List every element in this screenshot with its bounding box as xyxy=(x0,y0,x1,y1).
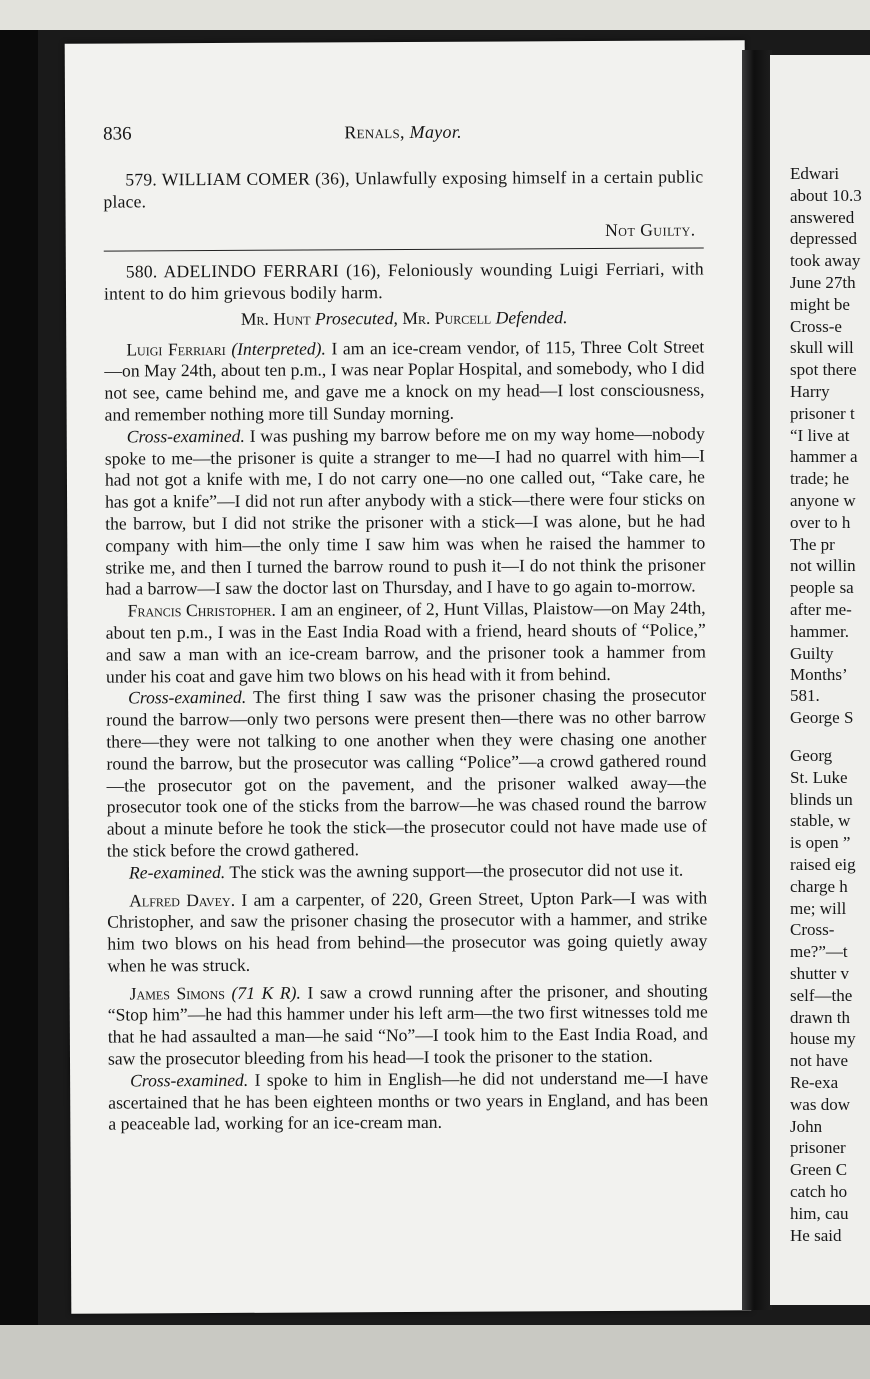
right-page-line: 581. xyxy=(790,686,820,705)
right-page-line: about 10.3 xyxy=(790,185,862,205)
right-page-line: me?”—t xyxy=(790,942,848,962)
right-page-line: Georg xyxy=(790,746,833,765)
prosecution-counsel: Mr. Hunt xyxy=(240,308,311,329)
testimony-paragraph xyxy=(108,1067,708,1136)
testimony-label: Re-examined. xyxy=(128,861,226,883)
right-page-line: not willin xyxy=(790,556,856,576)
testimony-label: Cross-examined. xyxy=(126,425,245,447)
right-page-line: people sa xyxy=(790,578,854,598)
running-head-title: Mayor. xyxy=(409,121,462,142)
case-579-verdict: Not Guilty. xyxy=(605,219,696,241)
right-page-line: hammer a xyxy=(790,447,858,467)
witness-name: Luigi Ferriari xyxy=(126,338,226,360)
testimony-text: The stick was the awning support—the prosecutor did not use it. xyxy=(225,859,684,882)
right-page-line: “I live at xyxy=(790,425,850,445)
right-page-line: raised eig xyxy=(790,854,856,874)
testimony-text: I am an engineer, of 2, Hunt Villas, Plaistow—on May 24th, about ten p.m., I was in the East India Road with a friend, heard shouts of “Police,” and saw a man with an ice-cream barrow, and the prisoner took a hammer from under his coat and gave him two blows on his head with it from behind. xyxy=(105,597,706,687)
right-page-line: over to h xyxy=(790,512,851,532)
case-580-heading: 580. ADELINDO FERRARI (16), Feloniously wounding Luigi Ferriari, with intent to do him grievous bodily harm. xyxy=(103,258,704,304)
page-header xyxy=(103,120,703,145)
testimony-paragraph xyxy=(106,685,707,863)
witness-name: Alfred Davey. xyxy=(129,889,236,910)
right-page-line: St. Luke xyxy=(790,767,848,787)
right-page-line: took away xyxy=(790,251,861,271)
testimony-label: (71 K R). xyxy=(231,982,301,1003)
right-page-line: prisoner xyxy=(790,1138,846,1158)
right-page-block-1 xyxy=(790,163,870,686)
right-page-line: house my xyxy=(790,1029,856,1049)
running-head xyxy=(163,121,643,145)
right-page-line: is open ” xyxy=(790,833,851,853)
defence-role: Defended. xyxy=(495,306,568,328)
right-page-line: June 27th xyxy=(790,272,856,292)
testimony-text: I spoke to him in English—he did not understand me—I have ascertained that he has been eighteen months or two years in England, and has been a peaceable lad, working for an ice-cream man. xyxy=(108,1067,709,1135)
right-page-line: stable, w xyxy=(790,811,851,831)
testimony-text: I saw a crowd running after the prisoner, and shouting “Stop him”—he had this hammer under his left arm—the two first witnesses told me that he had assaulted a man—he said “No”—I took him to the East India Road, and saw the prosecutor bleeding from his head—I took the prisoner to the station. xyxy=(107,980,708,1069)
right-page-line: might be xyxy=(790,294,850,314)
page-gutter xyxy=(742,50,772,1310)
right-page-line: me; will xyxy=(790,898,847,918)
right-page-line: Re-exa xyxy=(790,1072,839,1092)
right-page-line: drawn th xyxy=(790,1007,850,1027)
scan-bottom-margin xyxy=(0,1325,870,1379)
right-page-line: He said xyxy=(790,1225,842,1245)
right-page-line: was dow xyxy=(790,1094,850,1114)
testimony-label: Cross-examined. xyxy=(130,1069,249,1091)
testimony-paragraph xyxy=(108,980,708,1070)
testimony-paragraph xyxy=(106,598,706,688)
right-page-line: hammer. xyxy=(790,621,850,641)
right-page-line: Cross-e xyxy=(790,316,842,336)
book-left-edge xyxy=(0,30,38,1330)
right-page-line: George S xyxy=(790,707,854,727)
right-page-line: trade; he xyxy=(790,469,849,489)
right-page-line: skull will xyxy=(790,338,854,358)
testimony-text: I am an ice-cream vendor, of 115, Three Colt Street—on May 24th, about ten p.m., I was near Poplar Hospital, and somebody, who I did not see, came behind me, and gave me a knock on my head—I lost consciousness, and remember nothing more till Sunday morning. xyxy=(104,336,705,425)
right-page-line: prisoner t xyxy=(790,403,855,423)
right-page-line: Months’ xyxy=(790,665,848,685)
page-content xyxy=(103,120,708,1135)
case-579-heading: 579. WILLIAM COMER (36), Unlawfully exposing himself in a certain public place. xyxy=(103,166,704,212)
testimony-text: The first thing I saw was the prisoner chasing the prosecutor round the barrow—only two persons were present then—there was no other barrow there—they were not talking to one another when they were chasing one another round the barrow, but the prosecutor was calling “Police”—a crowd gathered round—the prosecutor got on the pavement, and the prisoner walked away—the prosecutor took one of the sticks from the barrow—he was chased round the barrow about a minute before he took the stick—the prosecutor could not have made use of the stick before the crowd gathered. xyxy=(106,684,707,861)
right-page-line: Harry xyxy=(790,381,830,401)
right-page-line: not have xyxy=(790,1051,849,1071)
defence-counsel: Mr. Purcell xyxy=(402,307,492,328)
case-divider xyxy=(104,248,704,252)
testimony-paragraph xyxy=(104,336,704,426)
testimony-paragraph xyxy=(107,859,707,884)
left-page xyxy=(65,40,752,1314)
right-page-line: Guilty xyxy=(790,643,834,663)
witness-name: James Simons xyxy=(129,982,225,1004)
right-page-line: catch ho xyxy=(790,1181,848,1201)
right-page-line: blinds un xyxy=(790,789,853,809)
right-page-block-2 xyxy=(790,685,870,729)
right-page-block-3 xyxy=(790,745,870,1246)
right-page-line: him, cau xyxy=(790,1203,849,1223)
witness-name: Francis Christopher. xyxy=(127,599,276,621)
testimony-text: I was pushing my barrow before me on my way home—nobody spoke to me—the prisoner is quite a stranger to me—I had no quarrel with him—I had not got a knife with me, I do not carry one—no one called out, “Take care, he has got a knife”—I did not run after anybody with a stick—there were four sticks on the barrow, but I did not strike the prisoner with a stick—I was alone, but he had company with him—the only time I saw him was when he raised the hammer to strike me, and then I turned the barrow round to push it—I do not think the prisoner had a barrow—I saw the doctor last on Thursday, and I have to go again to-morrow. xyxy=(104,423,706,599)
right-page-line: after me- xyxy=(790,599,852,619)
right-page-line: Green C xyxy=(790,1160,848,1180)
right-page-line: spot there xyxy=(790,360,857,380)
testimony-paragraph xyxy=(105,423,706,601)
right-page-fragment xyxy=(770,55,870,1305)
prosecution-role: Prosecuted, xyxy=(314,307,398,329)
case-580-counsel xyxy=(104,306,704,331)
page-number: 836 xyxy=(103,123,132,145)
right-page-line: The pr xyxy=(790,534,835,554)
right-page-line: John xyxy=(790,1116,823,1136)
right-page-line: depressed xyxy=(790,229,858,249)
right-page-line: charge h xyxy=(790,876,848,896)
right-page-line: self—the xyxy=(790,985,853,1005)
testimony-label: Cross-examined. xyxy=(128,687,247,708)
right-page-line: shutter v xyxy=(790,963,850,983)
testimony-label: (Interpreted). xyxy=(231,338,326,359)
testimony-text: I am a carpenter, of 220, Green Street, Upton Park—I was with Christopher, and saw the prisoner chasing the prosecutor with a hammer, and strike him two blows on his head from behind—the prosecutor was going quietly away when he was struck. xyxy=(107,886,708,976)
right-page-line: Edwari xyxy=(790,164,840,183)
testimony-paragraph xyxy=(107,887,707,977)
running-head-name: Renals, xyxy=(344,122,405,143)
right-page-line: answered xyxy=(790,207,855,227)
right-page-line: Cross- xyxy=(790,920,835,940)
right-page-line: anyone w xyxy=(790,490,856,510)
